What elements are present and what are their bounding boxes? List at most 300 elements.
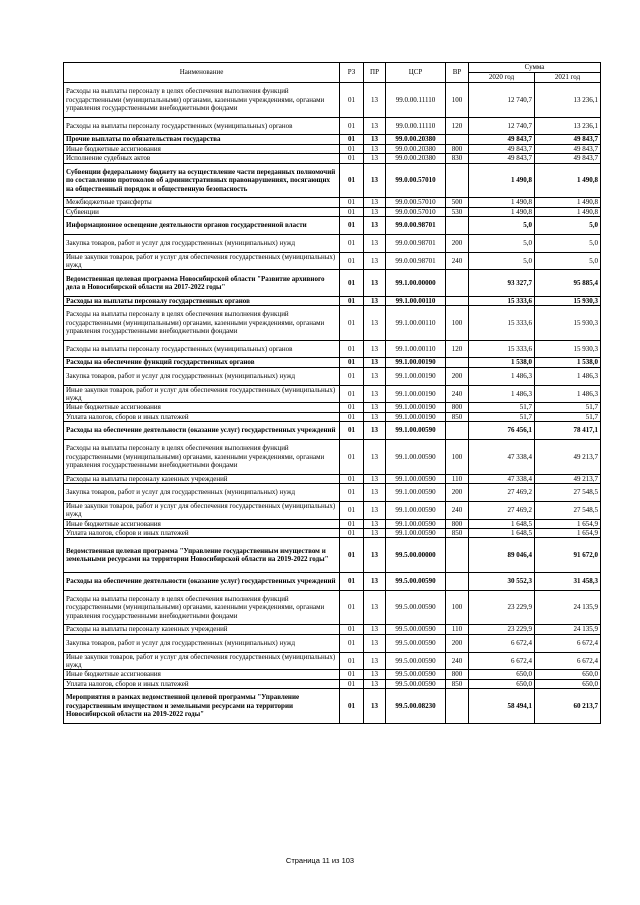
cell-sum-2020: 23 229,9: [469, 590, 535, 625]
cell-csr: 99.0.00.57010: [386, 163, 446, 198]
cell-sum-2020: 5,0: [469, 252, 535, 270]
cell-sum-2021: 51,7: [535, 412, 601, 421]
cell-sum-2020: 93 327,7: [469, 270, 535, 296]
table-row: [64, 652, 601, 670]
budget-table: [63, 62, 601, 724]
cell-name: Иные закупки товаров, работ и услуг для обеспечения государственных (муниципальных) нужд: [64, 652, 340, 670]
cell-csr: 99.0.00.11110: [386, 117, 446, 135]
table-row: [64, 519, 601, 528]
cell-sum-2020: 1 490,8: [469, 198, 535, 207]
cell-rz: 01: [340, 529, 364, 538]
cell-sum-2020: 1 648,5: [469, 529, 535, 538]
cell-name: Информационное освещение деятельности органов государственной власти: [64, 217, 340, 235]
cell-sum-2021: 78 417,1: [535, 422, 601, 440]
cell-vr: [446, 422, 469, 440]
cell-rz: 01: [340, 679, 364, 688]
cell-sum-2021: 49 843,7: [535, 135, 601, 144]
table-row: [64, 573, 601, 591]
table-row: [64, 163, 601, 198]
table-row: [64, 529, 601, 538]
cell-sum-2020: 30 552,3: [469, 573, 535, 591]
cell-name: Иные бюджетные ассигнования: [64, 403, 340, 412]
cell-sum-2020: 15 333,6: [469, 340, 535, 358]
cell-pr: 13: [364, 538, 386, 573]
cell-name: Расходы на обеспечение деятельности (оказание услуг) государственных учреждений: [64, 422, 340, 440]
cell-name: Уплата налогов, сборов и иных платежей: [64, 529, 340, 538]
header-year-2021: 2021 год: [535, 73, 601, 83]
cell-csr: 99.1.00.00590: [386, 501, 446, 519]
cell-rz: 01: [340, 573, 364, 591]
cell-rz: 01: [340, 403, 364, 412]
cell-rz: 01: [340, 501, 364, 519]
cell-name: Мероприятия в рамках ведомственной целевой программы "Управление государственным имуществом и земельными ресурсами на территории Новосибирской области на 2019-2022 годы": [64, 689, 340, 724]
cell-csr: 99.5.00.00590: [386, 679, 446, 688]
cell-vr: 240: [446, 652, 469, 670]
cell-rz: 01: [340, 412, 364, 421]
cell-name: Уплата налогов, сборов и иных платежей: [64, 679, 340, 688]
cell-pr: 13: [364, 306, 386, 341]
table-header: [64, 63, 601, 83]
cell-sum-2021: 5,0: [535, 217, 601, 235]
cell-vr: 850: [446, 679, 469, 688]
cell-pr: 13: [364, 358, 386, 367]
cell-csr: 99.5.00.00000: [386, 538, 446, 573]
cell-rz: 01: [340, 519, 364, 528]
cell-name: Субвенции федеральному бюджету на осуществление части переданных полномочий по составлению протоколов об административных правонарушениях, посягающих на общественный порядок и общественную безопасность: [64, 163, 340, 198]
table-row: [64, 270, 601, 296]
cell-name: Межбюджетные трансферты: [64, 198, 340, 207]
cell-vr: 850: [446, 412, 469, 421]
cell-pr: 13: [364, 634, 386, 652]
cell-csr: 99.5.00.08230: [386, 689, 446, 724]
cell-sum-2020: 51,7: [469, 412, 535, 421]
cell-sum-2020: 15 333,6: [469, 306, 535, 341]
cell-csr: 99.0.00.98701: [386, 234, 446, 252]
cell-csr: 99.1.00.00110: [386, 306, 446, 341]
cell-vr: 110: [446, 474, 469, 483]
cell-name: Исполнение судебных актов: [64, 154, 340, 163]
cell-sum-2021: 13 236,1: [535, 83, 601, 118]
cell-name: Прочие выплаты по обязательствам государства: [64, 135, 340, 144]
table-row: [64, 422, 601, 440]
cell-sum-2020: 47 338,4: [469, 474, 535, 483]
cell-sum-2021: 24 135,9: [535, 625, 601, 634]
cell-vr: [446, 270, 469, 296]
cell-csr: 99.1.00.00590: [386, 519, 446, 528]
cell-vr: 800: [446, 403, 469, 412]
cell-rz: 01: [340, 198, 364, 207]
cell-csr: 99.5.00.00590: [386, 573, 446, 591]
table-row: [64, 590, 601, 625]
cell-sum-2021: 49 213,7: [535, 440, 601, 475]
table-row: [64, 83, 601, 118]
cell-csr: 99.0.00.20380: [386, 154, 446, 163]
cell-pr: 13: [364, 296, 386, 305]
table-row: [64, 403, 601, 412]
cell-csr: 99.1.00.00590: [386, 422, 446, 440]
cell-vr: 120: [446, 117, 469, 135]
cell-name: Иные бюджетные ассигнования: [64, 670, 340, 679]
cell-vr: 800: [446, 519, 469, 528]
cell-vr: [446, 217, 469, 235]
header-csr: ЦСР: [386, 63, 446, 83]
cell-vr: 800: [446, 670, 469, 679]
header-pr: ПР: [364, 63, 386, 83]
cell-sum-2021: 95 885,4: [535, 270, 601, 296]
cell-vr: 200: [446, 484, 469, 502]
cell-csr: 99.5.00.00590: [386, 634, 446, 652]
cell-sum-2020: 1 490,8: [469, 207, 535, 216]
cell-sum-2021: 6 672,4: [535, 634, 601, 652]
cell-sum-2021: 650,0: [535, 679, 601, 688]
header-sum: Сумма: [469, 63, 601, 73]
cell-rz: 01: [340, 625, 364, 634]
cell-pr: 13: [364, 519, 386, 528]
cell-csr: 99.5.00.00590: [386, 652, 446, 670]
cell-rz: 01: [340, 670, 364, 679]
cell-sum-2020: 27 469,2: [469, 484, 535, 502]
cell-pr: 13: [364, 117, 386, 135]
cell-csr: 99.0.00.20380: [386, 135, 446, 144]
header-name: Наименование: [64, 63, 340, 83]
cell-sum-2021: 49 843,7: [535, 154, 601, 163]
cell-csr: 99.1.00.00000: [386, 270, 446, 296]
table-row: [64, 385, 601, 403]
cell-sum-2020: 5,0: [469, 234, 535, 252]
table-row: [64, 340, 601, 358]
cell-csr: 99.0.00.57010: [386, 207, 446, 216]
cell-vr: 200: [446, 634, 469, 652]
cell-vr: 850: [446, 529, 469, 538]
cell-vr: 500: [446, 198, 469, 207]
table-row: [64, 501, 601, 519]
cell-sum-2020: 6 672,4: [469, 652, 535, 670]
cell-pr: 13: [364, 163, 386, 198]
cell-csr: 99.1.00.00590: [386, 440, 446, 475]
table-row: [64, 474, 601, 483]
table-row: [64, 358, 601, 367]
cell-sum-2020: 12 740,7: [469, 117, 535, 135]
cell-sum-2021: 60 213,7: [535, 689, 601, 724]
cell-rz: 01: [340, 306, 364, 341]
table-row: [64, 144, 601, 153]
cell-sum-2020: 15 333,6: [469, 296, 535, 305]
header-rz: РЗ: [340, 63, 364, 83]
cell-sum-2020: 1 486,3: [469, 367, 535, 385]
cell-csr: 99.1.00.00110: [386, 340, 446, 358]
cell-name: Расходы на выплаты персоналу казенных учреждений: [64, 474, 340, 483]
cell-csr: 99.0.00.98701: [386, 217, 446, 235]
cell-name: Расходы на выплаты персоналу в целях обеспечения выполнения функций государственными (муниципальными) органами, казенными учреждениями, органами управления государственными внебюджетными фондами: [64, 83, 340, 118]
cell-vr: 100: [446, 590, 469, 625]
header-vr: ВР: [446, 63, 469, 83]
cell-rz: 01: [340, 207, 364, 216]
cell-name: Иные закупки товаров, работ и услуг для обеспечения государственных (муниципальных) нужд: [64, 501, 340, 519]
cell-csr: 99.5.00.00590: [386, 670, 446, 679]
cell-pr: 13: [364, 625, 386, 634]
cell-rz: 01: [340, 154, 364, 163]
cell-sum-2021: 650,0: [535, 670, 601, 679]
table-row: [64, 306, 601, 341]
cell-sum-2020: 12 740,7: [469, 83, 535, 118]
table-row: [64, 234, 601, 252]
table-body: [64, 83, 601, 724]
cell-sum-2020: 49 843,7: [469, 154, 535, 163]
cell-vr: 200: [446, 234, 469, 252]
cell-rz: 01: [340, 590, 364, 625]
cell-rz: 01: [340, 538, 364, 573]
table-row: [64, 625, 601, 634]
cell-sum-2020: 47 338,4: [469, 440, 535, 475]
table-row: [64, 367, 601, 385]
cell-name: Иные бюджетные ассигнования: [64, 519, 340, 528]
cell-sum-2020: 1 648,5: [469, 519, 535, 528]
cell-csr: 99.1.00.00590: [386, 484, 446, 502]
cell-sum-2021: 49 843,7: [535, 144, 601, 153]
table-row: [64, 484, 601, 502]
cell-name: Ведомственная целевая программа Новосибирской области "Развитие архивного дела в Новосибирской области на 2017-2022 годы": [64, 270, 340, 296]
cell-pr: 13: [364, 484, 386, 502]
cell-csr: 99.1.00.00190: [386, 358, 446, 367]
cell-rz: 01: [340, 217, 364, 235]
cell-name: Закупка товаров, работ и услуг для государственных (муниципальных) нужд: [64, 484, 340, 502]
cell-rz: 01: [340, 144, 364, 153]
cell-csr: 99.0.00.11110: [386, 83, 446, 118]
cell-sum-2021: 15 930,3: [535, 296, 601, 305]
cell-sum-2021: 91 672,0: [535, 538, 601, 573]
cell-sum-2021: 6 672,4: [535, 652, 601, 670]
cell-vr: 200: [446, 367, 469, 385]
cell-name: Иные бюджетные ассигнования: [64, 144, 340, 153]
cell-rz: 01: [340, 689, 364, 724]
cell-sum-2020: 650,0: [469, 679, 535, 688]
cell-sum-2021: 31 458,3: [535, 573, 601, 591]
cell-pr: 13: [364, 529, 386, 538]
cell-rz: 01: [340, 83, 364, 118]
cell-sum-2021: 1 490,8: [535, 207, 601, 216]
cell-vr: 830: [446, 154, 469, 163]
cell-rz: 01: [340, 296, 364, 305]
cell-vr: [446, 296, 469, 305]
cell-vr: 800: [446, 144, 469, 153]
cell-sum-2021: 1 654,9: [535, 519, 601, 528]
page-number: Страница 11 из 103: [285, 856, 355, 865]
cell-vr: 110: [446, 625, 469, 634]
cell-sum-2021: 27 548,5: [535, 501, 601, 519]
cell-name: Расходы на выплаты персоналу казенных учреждений: [64, 625, 340, 634]
cell-rz: 01: [340, 252, 364, 270]
cell-sum-2021: 5,0: [535, 252, 601, 270]
header-year-2020: 2020 год: [469, 73, 535, 83]
cell-csr: 99.1.00.00190: [386, 385, 446, 403]
cell-csr: 99.0.00.98701: [386, 252, 446, 270]
cell-pr: 13: [364, 412, 386, 421]
table-row: [64, 679, 601, 688]
cell-pr: 13: [364, 217, 386, 235]
cell-sum-2020: 1 490,8: [469, 163, 535, 198]
cell-sum-2020: 5,0: [469, 217, 535, 235]
cell-rz: 01: [340, 117, 364, 135]
cell-csr: 99.5.00.00590: [386, 590, 446, 625]
cell-name: Субвенции: [64, 207, 340, 216]
cell-vr: [446, 689, 469, 724]
cell-sum-2021: 51,7: [535, 403, 601, 412]
cell-name: Иные закупки товаров, работ и услуг для обеспечения государственных (муниципальных) нужд: [64, 252, 340, 270]
cell-sum-2021: 27 548,5: [535, 484, 601, 502]
cell-rz: 01: [340, 340, 364, 358]
cell-sum-2021: 1 490,8: [535, 198, 601, 207]
cell-rz: 01: [340, 634, 364, 652]
cell-pr: 13: [364, 573, 386, 591]
cell-sum-2021: 1 538,0: [535, 358, 601, 367]
cell-vr: [446, 573, 469, 591]
cell-pr: 13: [364, 440, 386, 475]
cell-sum-2020: 1 486,3: [469, 385, 535, 403]
cell-sum-2020: 76 456,1: [469, 422, 535, 440]
cell-vr: [446, 163, 469, 198]
table-row: [64, 135, 601, 144]
cell-name: Расходы на обеспечение деятельности (оказание услуг) государственных учреждений: [64, 573, 340, 591]
cell-sum-2021: 1 490,8: [535, 163, 601, 198]
cell-sum-2020: 23 229,9: [469, 625, 535, 634]
cell-pr: 13: [364, 135, 386, 144]
cell-pr: 13: [364, 679, 386, 688]
cell-sum-2020: 27 469,2: [469, 501, 535, 519]
cell-pr: 13: [364, 270, 386, 296]
cell-name: Расходы на выплаты персоналу в целях обеспечения выполнения функций государственными (муниципальными) органами, казенными учреждениями, органами управления государственными внебюджетными фондами: [64, 306, 340, 341]
cell-vr: 100: [446, 306, 469, 341]
cell-name: Уплата налогов, сборов и иных платежей: [64, 412, 340, 421]
cell-pr: 13: [364, 207, 386, 216]
cell-csr: 99.1.00.00190: [386, 367, 446, 385]
cell-rz: 01: [340, 163, 364, 198]
cell-name: Иные закупки товаров, работ и услуг для обеспечения государственных (муниципальных) нужд: [64, 385, 340, 403]
cell-vr: 530: [446, 207, 469, 216]
table-row: [64, 207, 601, 216]
table-row: [64, 198, 601, 207]
cell-sum-2021: 49 213,7: [535, 474, 601, 483]
cell-name: Закупка товаров, работ и услуг для государственных (муниципальных) нужд: [64, 234, 340, 252]
cell-rz: 01: [340, 652, 364, 670]
cell-rz: 01: [340, 270, 364, 296]
table-row: [64, 252, 601, 270]
cell-name: Ведомственная целевая программа "Управление государственным имуществом и земельными ресурсами на территории Новосибирской области на 2019-2022 годы": [64, 538, 340, 573]
table-row: [64, 538, 601, 573]
cell-sum-2020: 89 046,4: [469, 538, 535, 573]
cell-sum-2020: 49 843,7: [469, 135, 535, 144]
cell-name: Расходы на выплаты персоналу в целях обеспечения выполнения функций государственными (муниципальными) органами, казенными учреждениями, органами управления государственными внебюджетными фондами: [64, 590, 340, 625]
table-row: [64, 634, 601, 652]
cell-vr: [446, 358, 469, 367]
cell-sum-2021: 24 135,9: [535, 590, 601, 625]
cell-pr: 13: [364, 670, 386, 679]
cell-csr: 99.1.00.00190: [386, 412, 446, 421]
table-row: [64, 440, 601, 475]
cell-name: Расходы на обеспечение функций государственных органов: [64, 358, 340, 367]
table-row: [64, 154, 601, 163]
cell-sum-2021: 15 930,3: [535, 340, 601, 358]
cell-sum-2021: 1 654,9: [535, 529, 601, 538]
cell-sum-2020: 650,0: [469, 670, 535, 679]
cell-rz: 01: [340, 367, 364, 385]
cell-pr: 13: [364, 590, 386, 625]
cell-vr: [446, 538, 469, 573]
cell-rz: 01: [340, 440, 364, 475]
cell-vr: 120: [446, 340, 469, 358]
cell-csr: 99.1.00.00110: [386, 296, 446, 305]
cell-sum-2021: 5,0: [535, 234, 601, 252]
cell-vr: [446, 135, 469, 144]
cell-csr: 99.0.00.20380: [386, 144, 446, 153]
cell-sum-2020: 49 843,7: [469, 144, 535, 153]
cell-name: Расходы на выплаты персоналу государственных органов: [64, 296, 340, 305]
cell-pr: 13: [364, 144, 386, 153]
cell-pr: 13: [364, 501, 386, 519]
cell-sum-2020: 58 494,1: [469, 689, 535, 724]
cell-pr: 13: [364, 385, 386, 403]
table-row: [64, 217, 601, 235]
cell-name: Закупка товаров, работ и услуг для государственных (муниципальных) нужд: [64, 634, 340, 652]
cell-csr: 99.1.00.00590: [386, 529, 446, 538]
cell-sum-2021: 1 486,3: [535, 385, 601, 403]
cell-pr: 13: [364, 234, 386, 252]
cell-pr: 13: [364, 689, 386, 724]
cell-vr: 100: [446, 440, 469, 475]
cell-csr: 99.5.00.00590: [386, 625, 446, 634]
cell-name: Расходы на выплаты персоналу в целях обеспечения выполнения функций государственными (муниципальными) органами, казенными учреждениями, органами управления государственными внебюджетными фондами: [64, 440, 340, 475]
cell-vr: 240: [446, 501, 469, 519]
table-row: [64, 412, 601, 421]
cell-rz: 01: [340, 385, 364, 403]
cell-sum-2021: 1 486,3: [535, 367, 601, 385]
cell-csr: 99.0.00.57010: [386, 198, 446, 207]
cell-name: Расходы на выплаты персоналу государственных (муниципальных) органов: [64, 340, 340, 358]
cell-sum-2020: 51,7: [469, 403, 535, 412]
cell-sum-2020: 1 538,0: [469, 358, 535, 367]
cell-sum-2021: 15 930,3: [535, 306, 601, 341]
cell-pr: 13: [364, 367, 386, 385]
cell-rz: 01: [340, 135, 364, 144]
table-row: [64, 689, 601, 724]
cell-pr: 13: [364, 252, 386, 270]
cell-rz: 01: [340, 474, 364, 483]
cell-rz: 01: [340, 422, 364, 440]
cell-pr: 13: [364, 340, 386, 358]
cell-pr: 13: [364, 403, 386, 412]
cell-pr: 13: [364, 474, 386, 483]
table-row: [64, 296, 601, 305]
table-row: [64, 117, 601, 135]
cell-vr: 100: [446, 83, 469, 118]
table-row: [64, 670, 601, 679]
cell-pr: 13: [364, 422, 386, 440]
cell-rz: 01: [340, 234, 364, 252]
cell-rz: 01: [340, 484, 364, 502]
cell-vr: 240: [446, 385, 469, 403]
cell-sum-2021: 13 236,1: [535, 117, 601, 135]
cell-rz: 01: [340, 358, 364, 367]
cell-name: Расходы на выплаты персоналу государственных (муниципальных) органов: [64, 117, 340, 135]
cell-vr: 240: [446, 252, 469, 270]
cell-pr: 13: [364, 154, 386, 163]
cell-sum-2020: 6 672,4: [469, 634, 535, 652]
cell-name: Закупка товаров, работ и услуг для государственных (муниципальных) нужд: [64, 367, 340, 385]
cell-csr: 99.1.00.00590: [386, 474, 446, 483]
cell-pr: 13: [364, 198, 386, 207]
cell-pr: 13: [364, 83, 386, 118]
cell-pr: 13: [364, 652, 386, 670]
cell-csr: 99.1.00.00190: [386, 403, 446, 412]
